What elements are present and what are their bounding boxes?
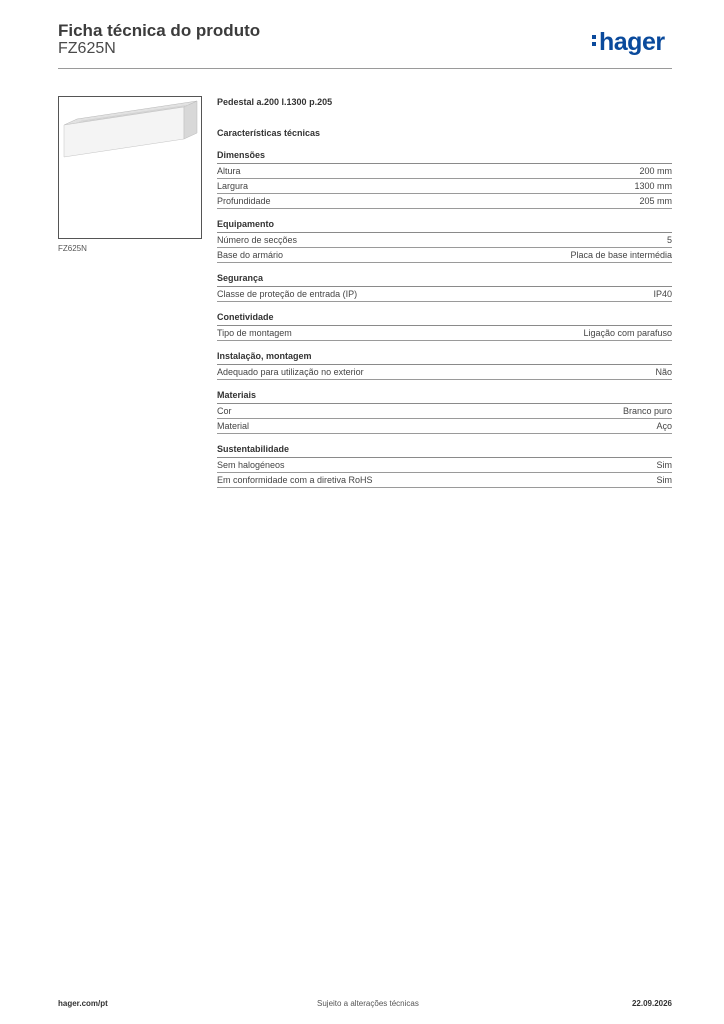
spec-row: [217, 326, 672, 341]
spec-label: Classe de proteção de entrada (IP): [217, 289, 358, 299]
spec-row: [217, 248, 672, 263]
image-caption: FZ625N: [58, 244, 87, 253]
spec-label: Profundidade: [217, 196, 271, 206]
group-title: Sustentabilidade: [217, 444, 672, 458]
group-title: Instalação, montagem: [217, 351, 672, 365]
spec-row: [217, 365, 672, 380]
group-title: Materiais: [217, 390, 672, 404]
spec-group: [217, 390, 672, 434]
spec-value: Placa de base intermédia: [570, 250, 672, 260]
spec-group: [217, 351, 672, 380]
spec-group: [217, 273, 672, 302]
spec-label: Adequado para utilização no exterior: [217, 367, 364, 377]
spec-label: Altura: [217, 166, 241, 176]
spec-row: [217, 233, 672, 248]
spec-value: Sim: [656, 475, 672, 485]
spec-value: Ligação com parafuso: [583, 328, 672, 338]
hager-logo: [592, 28, 665, 57]
group-title: Conetividade: [217, 312, 672, 326]
spec-group: [217, 444, 672, 488]
product-name: Pedestal a.200 l.1300 p.205: [217, 97, 333, 107]
spec-group: [217, 150, 672, 209]
section-title: Características técnicas: [217, 128, 321, 138]
spec-label: Base do armário: [217, 250, 284, 260]
spec-row: [217, 179, 672, 194]
spec-value: 200 mm: [639, 166, 672, 176]
spec-label: Material: [217, 421, 250, 431]
spec-row: [217, 473, 672, 488]
spec-group: [217, 312, 672, 341]
header-divider: [58, 68, 672, 69]
spec-row: [217, 419, 672, 434]
spec-value: 5: [666, 235, 672, 245]
spec-label: Número de secções: [217, 235, 298, 245]
spec-groups: [217, 150, 672, 488]
spec-group: [217, 219, 672, 263]
footer-note: Sujeito a alterações técnicas: [317, 999, 419, 1008]
spec-table: [217, 95, 672, 488]
spec-row: [217, 458, 672, 473]
footer-date: 22.09.2026: [631, 999, 672, 1008]
product-code: FZ625N: [58, 40, 116, 57]
spec-label: Cor: [217, 406, 232, 416]
spec-value: 1300 mm: [634, 181, 672, 191]
spec-label: Tipo de montagem: [217, 328, 292, 338]
spec-value: IP40: [653, 289, 672, 299]
pedestal-illustration-icon: [59, 97, 201, 238]
spec-label: Em conformidade com a diretiva RoHS: [217, 475, 373, 485]
group-title: Segurança: [217, 273, 672, 287]
footer-website[interactable]: hager.com/pt: [58, 999, 108, 1008]
spec-row: [217, 194, 672, 209]
logo-text: hager: [599, 28, 665, 56]
spec-value: Sim: [656, 460, 672, 470]
spec-label: Sem halogéneos: [217, 460, 285, 470]
spec-row: [217, 164, 672, 179]
product-image: [58, 96, 202, 239]
spec-value: Aço: [656, 421, 672, 431]
spec-value: Branco puro: [622, 406, 672, 416]
spec-row: [217, 287, 672, 302]
group-title: Dimensões: [217, 150, 672, 164]
spec-label: Largura: [217, 181, 249, 191]
spec-value: Não: [655, 367, 672, 377]
logo-dots-icon: [592, 35, 597, 49]
page-title: Ficha técnica do produto: [58, 21, 261, 40]
group-title: Equipamento: [217, 219, 672, 233]
spec-value: 205 mm: [639, 196, 672, 206]
spec-row: [217, 404, 672, 419]
